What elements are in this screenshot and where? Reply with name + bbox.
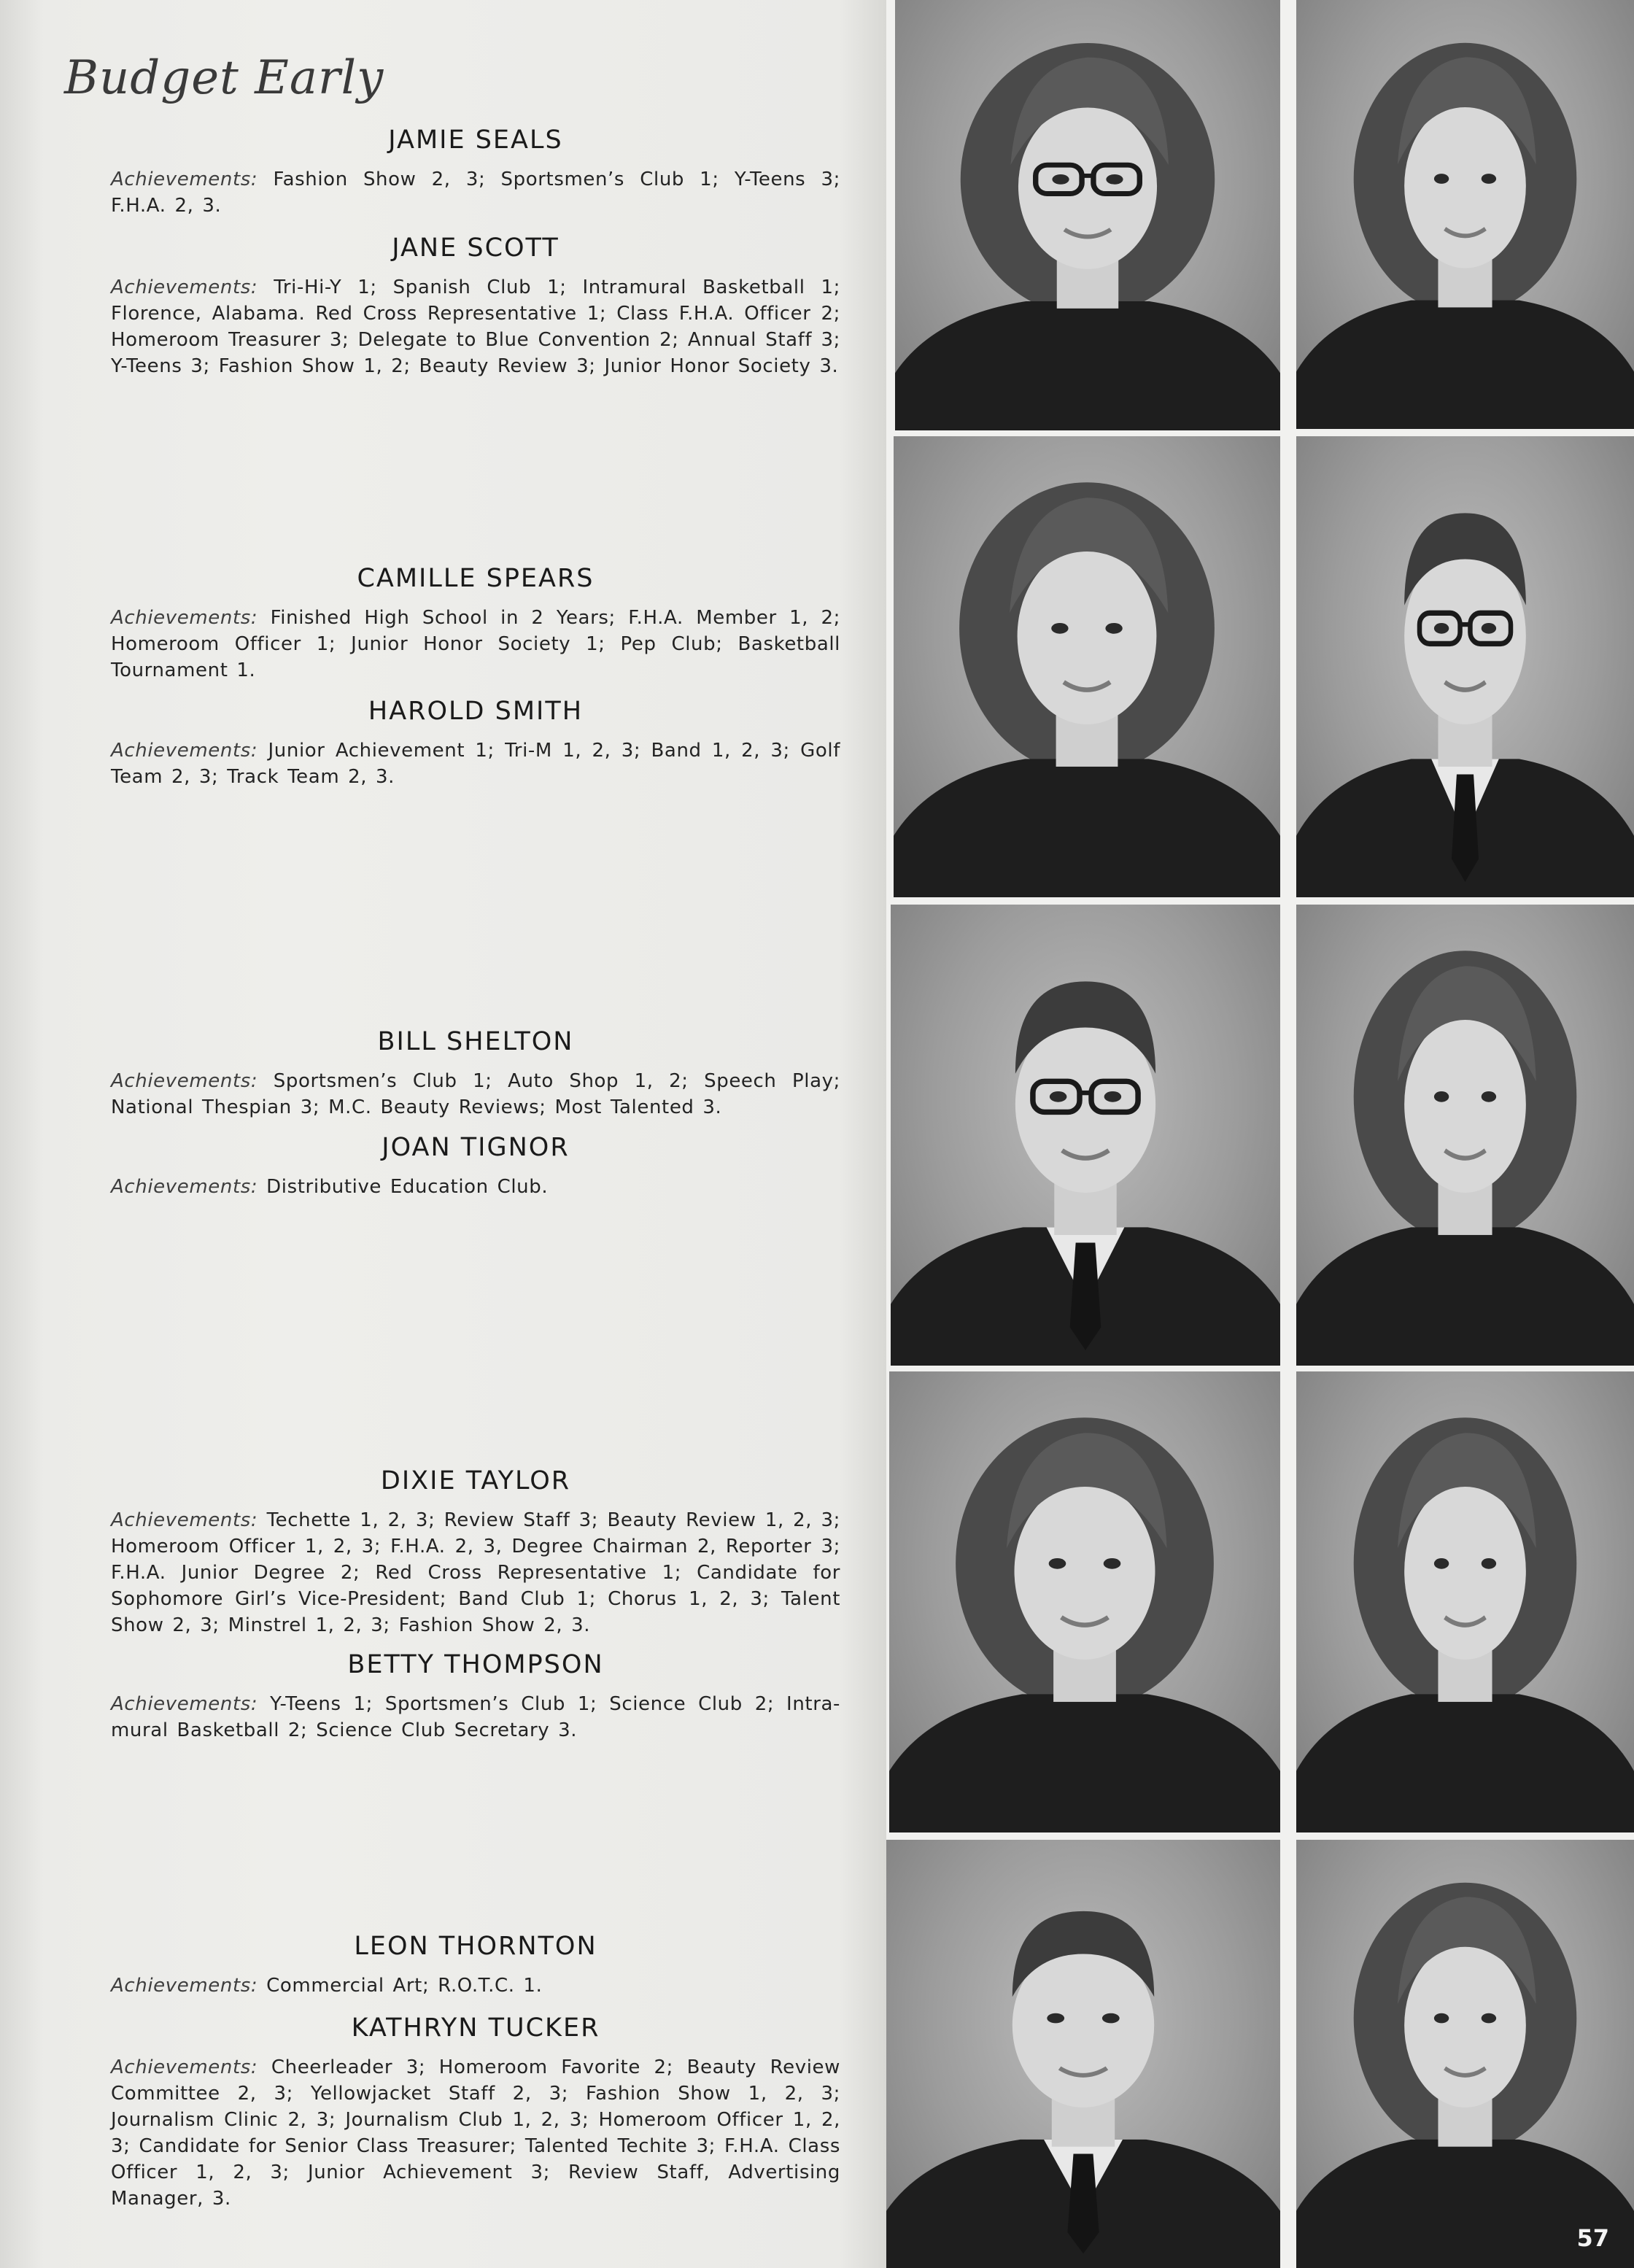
student-name: BILL SHELTON [377, 1027, 574, 1056]
eye-shape [1434, 174, 1449, 184]
eye-shape [1482, 2013, 1496, 2024]
achievements-text: Commercial Art; R.O.T.C. 1. [266, 1975, 543, 1997]
eye-shape [1434, 1091, 1449, 1102]
student-entry [111, 233, 840, 379]
eye-shape [1482, 1558, 1496, 1569]
student-photo [894, 436, 1280, 897]
student-photo [886, 1840, 1280, 2268]
achievements-label: Achievements: [111, 1176, 258, 1198]
achievements-label: Achievements: [111, 169, 258, 190]
clothing-shape [1296, 1227, 1634, 1366]
portrait-illustration [895, 0, 1280, 430]
face-shape [1404, 104, 1526, 268]
page-title: Budget Early [64, 51, 384, 105]
face-shape [1404, 1016, 1526, 1193]
achievements-label: Achievements: [111, 276, 258, 298]
student-photo [1296, 436, 1634, 897]
student-photo [895, 0, 1280, 430]
achievements-text: Fashion Show 2, 3; Sportsmen’s Club 1; Y-Teens 3; F.H.A. 2, 3. [111, 169, 840, 217]
achievements-label: Achievements: [111, 1070, 258, 1092]
achievements-label: Achievements: [111, 740, 258, 762]
student-achievements [111, 605, 840, 684]
portrait-illustration [891, 905, 1280, 1366]
student-name: JOAN TIGNOR [382, 1133, 570, 1162]
student-photo [1296, 1840, 1634, 2268]
portrait-illustration [1296, 0, 1634, 429]
student-achievements [111, 166, 840, 219]
photo-grid [886, 0, 1634, 2268]
portrait-illustration [1296, 1840, 1634, 2268]
eye-shape [1482, 174, 1496, 184]
face-shape [1015, 1483, 1155, 1660]
student-entry [111, 125, 840, 219]
face-shape [1404, 1483, 1526, 1660]
student-achievements [111, 274, 840, 379]
eye-shape [1049, 1558, 1066, 1569]
eye-shape [1104, 1558, 1121, 1569]
achievements-text: Cheerleader 3; Homeroom Favorite 2; Beauty Review Committee 2, 3; Yellowjacket Staff 2, 3; Fashion Show 1, 2, 3; Journalism Clinic 2, 3; Journalism Club 1, 2, 3; Homeroom Officer 1, 2, 3; Candidate for Senior Class Treasurer; Talented Techite 3; F.H.A. Class Officer 1, 2, 3; Junior Achievement 3; Review Staff, Advertising Manager, 3. [111, 2056, 840, 2210]
portrait-illustration [886, 1840, 1280, 2268]
student-entry [111, 2013, 840, 2212]
eye-shape [1052, 174, 1069, 185]
eye-shape [1102, 2013, 1120, 2024]
clothing-shape [894, 759, 1280, 897]
student-entry [111, 1650, 840, 1743]
student-name: KATHRYN TUCKER [351, 2013, 600, 2043]
student-name: CAMILLE SPEARS [357, 564, 595, 593]
achievements-label: Achievements: [111, 2056, 258, 2078]
eye-shape [1047, 2013, 1064, 2024]
portrait-illustration [889, 1371, 1280, 1832]
student-name: HAROLD SMITH [368, 697, 584, 726]
student-entry [111, 564, 840, 684]
achievements-label: Achievements: [111, 1509, 258, 1531]
student-photo [1296, 1371, 1634, 1832]
portrait-illustration [1296, 905, 1634, 1366]
face-shape [1404, 1943, 1526, 2108]
student-name: DIXIE TAYLOR [380, 1466, 571, 1495]
student-name: LEON THORNTON [354, 1932, 597, 1961]
student-achievements [111, 2054, 840, 2212]
student-achievements [111, 1973, 840, 1999]
student-photo [1296, 0, 1634, 429]
achievements-text: Tri-Hi-Y 1; Spanish Club 1; Intramural Basketball 1; Florence, Alabama. Red Cross Representative 1; Class F.H.A. Officer 2; Homeroom Treasurer 3; Delegate to Blue Convention 2; Annual Staff 3; Y-Teens 3; Fashion Show 1, 2; Beauty Review 3; Junior Honor Society 3. [111, 276, 840, 377]
student-achievements [111, 738, 840, 790]
student-entry [111, 1027, 840, 1121]
student-achievements [111, 1068, 840, 1121]
clothing-shape [1296, 301, 1634, 429]
eye-shape [1434, 623, 1449, 634]
achievements-text: Y-Teens 1; Sportsmen’s Club 1; Science Club 2; Intra-mural Basketball 2; Science Club Secretary 3. [111, 1693, 841, 1741]
achievements-text: Junior Achievement 1; Tri-M 1, 2, 3; Band 1, 2, 3; Golf Team 2, 3; Track Team 2, 3. [111, 740, 840, 788]
student-entry [111, 1133, 840, 1200]
achievements-text: Finished High School in 2 Years; F.H.A. Member 1, 2; Homeroom Officer 1; Junior Honor Society 1; Pep Club; Basketball Tournament 1. [111, 607, 840, 681]
eye-shape [1482, 1091, 1496, 1102]
eye-shape [1434, 1558, 1449, 1569]
student-photo [1296, 905, 1634, 1366]
page-number: 57 [1576, 2224, 1609, 2252]
portrait-illustration [1296, 1371, 1634, 1832]
eye-shape [1106, 174, 1123, 185]
student-photo [889, 1371, 1280, 1832]
achievements-label: Achievements: [111, 1975, 258, 1997]
student-achievements [111, 1691, 840, 1743]
clothing-shape [895, 301, 1280, 430]
eye-shape [1051, 623, 1068, 634]
student-entry [111, 1932, 840, 1999]
clothing-shape [1296, 1694, 1634, 1832]
student-entry [111, 1466, 840, 1638]
student-name: JAMIE SEALS [388, 125, 563, 155]
student-name: BETTY THOMPSON [347, 1650, 604, 1679]
student-achievements [111, 1507, 840, 1638]
student-photo [891, 905, 1280, 1366]
achievements-text: Techette 1, 2, 3; Review Staff 3; Beauty Review 1, 2, 3; Homeroom Officer 1, 2, 3; F.H.A. 2, 3, Degree Chairman 2, Reporter 3; F.H.A. Junior Degree 2; Red Cross Representative 1; Candidate for Sophomore Girl’s Vice-President; Band Club 1; Chorus 1, 2, 3; Talent Show 2, 3; Minstrel 1, 2, 3; Fashion Show 2, 3. [111, 1509, 840, 1636]
eye-shape [1482, 623, 1496, 634]
eye-shape [1105, 623, 1122, 634]
clothing-shape [889, 1694, 1280, 1832]
portrait-illustration [1296, 436, 1634, 897]
achievements-label: Achievements: [111, 1693, 258, 1715]
student-achievements [111, 1174, 840, 1200]
achievements-text: Sportsmen’s Club 1; Auto Shop 1, 2; Speech Play; National Thespian 3; M.C. Beauty Reviews; Most Talented 3. [111, 1070, 840, 1118]
achievements-text: Distributive Education Club. [266, 1176, 549, 1198]
student-entry [111, 697, 840, 790]
face-shape [1018, 548, 1157, 724]
eye-shape [1050, 1091, 1066, 1102]
student-name: JANE SCOTT [392, 233, 559, 263]
achievements-label: Achievements: [111, 607, 258, 629]
portrait-illustration [894, 436, 1280, 897]
eye-shape [1104, 1091, 1121, 1102]
eye-shape [1434, 2013, 1449, 2024]
